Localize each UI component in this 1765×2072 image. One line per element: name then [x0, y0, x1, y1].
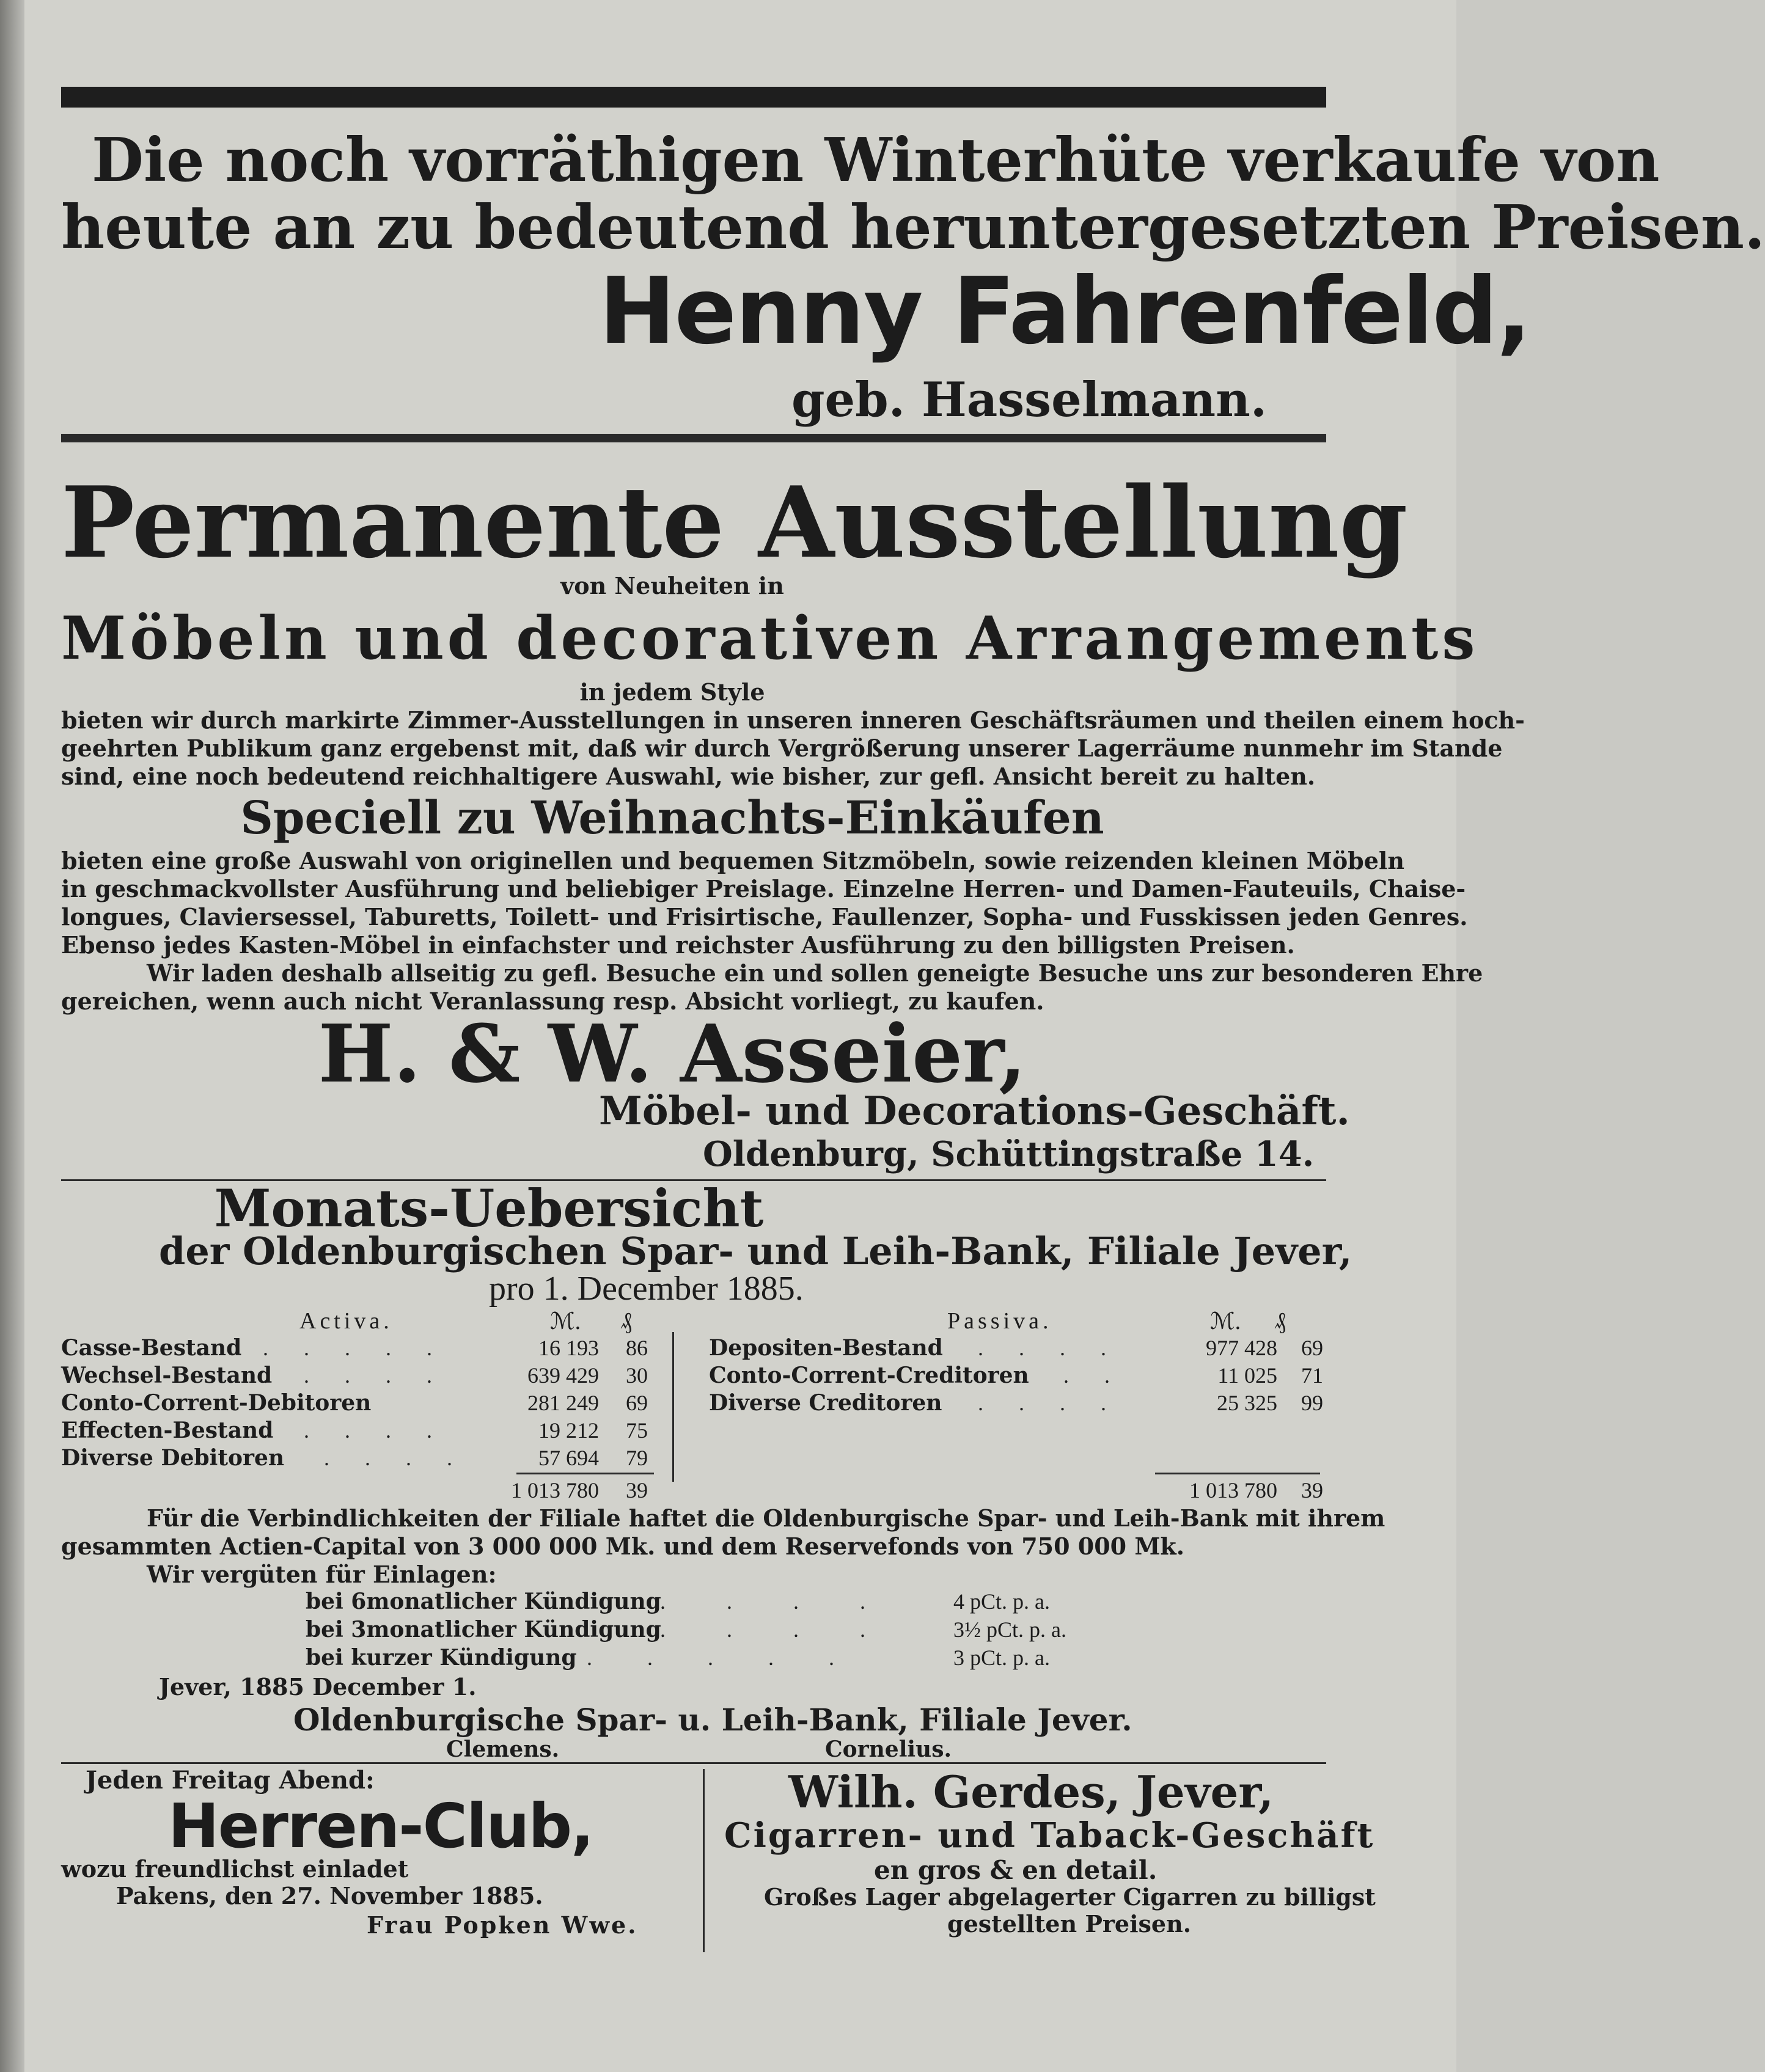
ad2-speciell: Speciell zu Weihnachts-Einkäufen	[240, 792, 1104, 844]
passiva-total-mark: 1 013 780	[1189, 1478, 1277, 1503]
top-heavy-rule	[61, 87, 1326, 108]
ad2-title: Permanente Ausstellung	[61, 465, 1408, 580]
leader-dots: ....	[660, 1589, 927, 1614]
activa-row-label: Effecten-Bestand	[61, 1418, 274, 1443]
table-column-divider	[672, 1332, 674, 1482]
ad4-friday: Jeden Freitag Abend:	[86, 1766, 375, 1795]
activa-row-label: Casse-Bestand	[61, 1335, 242, 1361]
leader-dots: ....	[978, 1391, 1142, 1415]
page-binding-edge	[0, 0, 24, 2072]
ad2-address: Oldenburg, Schüttingstraße 14.	[703, 1134, 1315, 1174]
ad4-place-date: Pakens, den 27. November 1885.	[116, 1882, 543, 1909]
ad2-firm-type: Möbel- und Decorations-Geschäft.	[599, 1088, 1350, 1134]
ad5-merchant-name: Wilh. Gerdes, Jever,	[788, 1766, 1274, 1818]
ad3-signer2: Cornelius.	[825, 1737, 952, 1762]
activa-row-pf: 30	[626, 1363, 648, 1388]
passiva-row	[709, 1390, 1326, 1416]
rate-term: bei kurzer Kündigung	[306, 1645, 577, 1671]
activa-mark-unit: ℳ.	[550, 1309, 581, 1334]
activa-row-mark: 639 429	[527, 1363, 599, 1388]
ad3-date: pro 1. December 1885.	[489, 1270, 804, 1308]
ad3-bottom-rule	[61, 1762, 1326, 1764]
ad3-signer1: Clemens.	[446, 1737, 560, 1762]
ad4-invite: wozu freundlichst einladet	[61, 1855, 409, 1883]
activa-row-mark: 281 249	[527, 1391, 599, 1415]
passiva-row-pf: 71	[1301, 1363, 1323, 1388]
ad5-business: Cigarren- und Taback-Geschäft	[724, 1815, 1375, 1856]
activa-row-label: Diverse Debitoren	[61, 1445, 285, 1471]
activa-row-pf: 69	[626, 1391, 648, 1415]
passiva-row-label: Depositen-Bestand	[709, 1335, 943, 1361]
passiva-row-mark: 977 428	[1206, 1336, 1277, 1360]
ad2-p2-line6: gereichen, wenn auch nicht Veranlassung resp. Absicht vorliegt, zu kaufen.	[61, 987, 1044, 1015]
ad4-club: Herren-Club,	[168, 1790, 593, 1862]
rate-row	[306, 1589, 1100, 1614]
activa-row	[61, 1335, 660, 1361]
activa-row-pf: 79	[626, 1446, 648, 1470]
passiva-row-mark: 25 325	[1217, 1391, 1277, 1415]
ad1-line1: Die noch vorräthigen Winterhüte verkaufe von	[92, 125, 1660, 196]
rate-row	[306, 1617, 1100, 1642]
leader-dots: ....	[660, 1617, 927, 1642]
ad3-liability-line1: Für die Verbindlichkeiten der Filiale haftet die Oldenburgische Spar- und Leih-Bank mit ihrem	[147, 1504, 1385, 1532]
ad2-style: in jedem Style	[579, 678, 765, 706]
passiva-sum-rule	[1155, 1473, 1320, 1474]
activa-row-mark: 57 694	[538, 1446, 599, 1470]
passiva-row-label: Conto-Corrent-Creditoren	[709, 1363, 1029, 1388]
ad3-subtitle: der Oldenburgischen Spar- und Leih-Bank, Filiale Jever,	[159, 1229, 1352, 1273]
ad2-p2-line2: in geschmackvollster Ausführung und beliebiger Preislage. Einzelne Herren- und Damen-Fauteuils, Chaise-	[61, 875, 1466, 902]
leader-dots: .....	[587, 1646, 889, 1670]
ad2-p2-line5: Wir laden deshalb allseitig zu gefl. Besuche ein und sollen geneigte Besuche uns zur besonderen Ehre	[147, 959, 1483, 987]
ad2-p2-line3: longues, Claviersessel, Taburetts, Toilett- und Frisirtische, Faullenzer, Sopha- und Fusskissen jeden Genres.	[61, 903, 1468, 931]
passiva-mark-unit: ℳ.	[1210, 1309, 1241, 1334]
passiva-row	[709, 1335, 1326, 1361]
activa-row	[61, 1418, 660, 1443]
ad2-p1-line1: bieten wir durch markirte Zimmer-Ausstellungen in unseren inneren Geschäftsräumen und theilen einem hoch-	[61, 706, 1525, 734]
ad2-firm-name: H. & W. Asseier,	[318, 1007, 1027, 1100]
newspaper-page	[24, 0, 1765, 2072]
activa-row-mark: 19 212	[538, 1418, 599, 1443]
ad1-bottom-rule	[61, 434, 1326, 442]
passiva-row-pf: 69	[1301, 1336, 1323, 1360]
ad2-subtitle: Möbeln und decorativen Arrangements	[61, 604, 1479, 673]
passiva-pf-unit: ₰	[1274, 1308, 1286, 1334]
ad5-engros: en gros & en detail.	[874, 1855, 1158, 1885]
ad4-signer: Frau Popken Wwe.	[367, 1911, 638, 1939]
activa-total-pf: 39	[626, 1478, 648, 1503]
ad3-title: Monats-Uebersicht	[214, 1178, 764, 1239]
passiva-row-pf: 99	[1301, 1391, 1323, 1415]
rate-term: bei 3monatlicher Kündigung	[306, 1617, 661, 1642]
activa-pf-unit: ₰	[620, 1308, 632, 1334]
rate-term: bei 6monatlicher Kündigung	[306, 1589, 661, 1614]
leader-dots: ..	[1063, 1363, 1145, 1388]
activa-sum-rule	[516, 1473, 654, 1474]
leader-dots: .....	[263, 1363, 468, 1388]
passiva-row-label: Diverse Creditoren	[709, 1390, 942, 1416]
leader-dots: .....	[263, 1336, 468, 1360]
rate-value: 3 pCt. p. a.	[953, 1646, 1050, 1670]
ad5-lager-line2: gestellten Preisen.	[947, 1910, 1191, 1938]
ad3-interest-intro: Wir vergüten für Einlagen:	[147, 1561, 497, 1588]
ad2-p2-line1: bieten eine große Auswahl von originellen und bequemen Sitzmöbeln, sowie reizenden kleinen Möbeln	[61, 847, 1404, 874]
activa-row	[61, 1363, 660, 1388]
leader-dots: .....	[263, 1418, 468, 1443]
bottom-column-divider	[703, 1769, 705, 1952]
activa-row-pf: 86	[626, 1336, 648, 1360]
activa-label: Activa.	[299, 1308, 393, 1334]
ad2-p1-line3: sind, eine noch bedeutend reichhaltigere Auswahl, wie bisher, zur gefl. Ansicht bereit zu halten.	[61, 763, 1316, 790]
passiva-row-mark: 11 025	[1217, 1363, 1277, 1388]
passiva-row	[709, 1363, 1326, 1388]
rate-value: 4 pCt. p. a.	[953, 1589, 1050, 1614]
ad1-maiden-name: geb. Hasselmann.	[791, 372, 1267, 428]
leader-dots: ....	[978, 1336, 1142, 1360]
activa-total-mark: 1 013 780	[511, 1478, 599, 1503]
ad1-line2: heute an zu bedeutend heruntergesetzten Preisen.	[61, 192, 1765, 263]
ad3-liability-line2: gesammten Actien-Capital von 3 000 000 Mk. und dem Reservefonds von 750 000 Mk.	[61, 1532, 1184, 1560]
activa-row-mark: 16 193	[538, 1336, 599, 1360]
rate-value: 3½ pCt. p. a.	[953, 1617, 1066, 1642]
ad3-place-date: Jever, 1885 December 1.	[159, 1673, 477, 1700]
activa-row	[61, 1445, 660, 1471]
activa-row-pf: 75	[626, 1418, 648, 1443]
activa-row-label: Wechsel-Bestand	[61, 1363, 273, 1388]
activa-row	[61, 1390, 660, 1416]
ad3-bank-signature: Oldenburgische Spar- u. Leih-Bank, Filiale Jever.	[293, 1702, 1132, 1738]
activa-row-label: Conto-Corrent-Debitoren	[61, 1390, 372, 1416]
rate-row	[306, 1645, 1100, 1671]
ad5-lager-line1: Großes Lager abgelagerter Cigarren zu billigst	[764, 1883, 1376, 1911]
ad2-von: von Neuheiten in	[560, 572, 784, 599]
ad2-p1-line2: geehrten Publikum ganz ergebenst mit, daß wir durch Vergrößerung unserer Lagerräume nunmehr im Stande	[61, 734, 1503, 762]
leader-dots: ....	[324, 1446, 488, 1470]
ad2-p2-line4: Ebenso jedes Kasten-Möbel in einfachster und reichster Ausführung zu den billigsten Preisen.	[61, 931, 1295, 959]
passiva-total-pf: 39	[1301, 1478, 1323, 1503]
passiva-label: Passiva.	[947, 1308, 1052, 1334]
ad1-merchant-name: Henny Fahrenfeld,	[599, 258, 1530, 365]
